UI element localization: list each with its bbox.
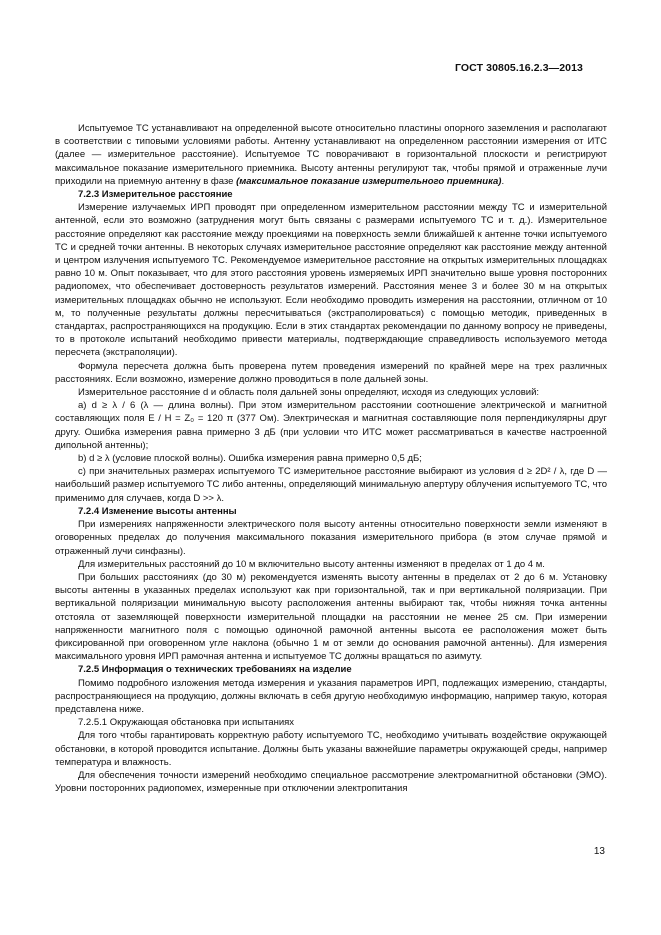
section-heading: 7.2.5 Информация о технических требованиях на изделие	[78, 664, 352, 676]
section-heading: 7.2.4 Изменение высоты антенны	[78, 505, 237, 517]
page-number: 13	[593, 846, 605, 857]
emphasis-text: (максимальное показание измерительного приемника)	[236, 175, 502, 187]
paragraph-text: Испытуемое ТС устанавливают на определенной высоте относительно пластины опорного заземления и располагают в соответствии с типовыми условиями работы. Антенну устанавливают на определенном расстоянии измерения от ИТС (далее — измерительное расстояние). Испытуемое ТС поворачивают в горизонтальной плоскости и регистрируют максимальное показание измерительного приемника. Высоту антенны регулируют так, чтобы прямой и отраженные лучи приходили на приемную антенну в фазе	[55, 123, 607, 187]
paragraph: При больших расстояниях (до 30 м) рекомендуется изменять высоту антенны в пределах от 2 до 6 м. Установку высоты антенны в указанных пределах используют как при горизонтальной, так и при вертикальной поляризации. При вертикальной поляризации минимальную высоту расположения антенны выбирают так, чтобы нижняя точка антенны отстояла от заземляющей поверхности измерительной площадки на расстоянии не менее 25 см. При измерении напряженности магнитного поля с помощью одиночной рамочной антенны высота ее расположения может быть фиксированной при оговоренном угле наклона (обычно 1 м от земли до основания рамочной антенны). Для измерения максимального уровня ИРП рамочная антенна и испытуемое ТС должны вращаться по азимуту.	[55, 571, 607, 663]
list-item-a: a) d ≥ λ / 6 (λ — длина волны). При этом измерительном расстоянии соотношение электрической и магнитной составляющих поля E / H = Z₀ = 120 π (377 Ом). Электрическая и магнитная составляющие поля перпендикулярны друг другу. Ошибка измерения равна примерно 3 дБ (при условии что ИТС может рассматриваться в качестве настроенной дипольной антенны);	[55, 400, 607, 451]
list-item-b: b) d ≥ λ (условие плоской волны). Ошибка измерения равна примерно 0,5 дБ;	[78, 453, 422, 465]
document-code: ГОСТ 30805.16.2.3—2013	[455, 62, 583, 74]
paragraph: Для того чтобы гарантировать корректную работу испытуемого ТС, необходимо учитывать воздействие окружающей обстановки, в которой проводится испытание. Должны быть указаны важнейшие параметры окружающей среды, например температура и влажность.	[55, 730, 607, 768]
document-body	[55, 122, 607, 795]
paragraph: Для обеспечения точности измерений необходимо специальное рассмотрение электромагнитной обстановки (ЭМО). Уровни посторонних радиопомех, измеренные при отключении электропитания	[55, 769, 607, 795]
paragraph: Для измерительных расстояний до 10 м включительно высоту антенны изменяют в пределах от 1 до 4 м.	[78, 558, 545, 570]
paragraph-tail: .	[501, 175, 505, 187]
intro-paragraph	[55, 122, 607, 188]
subsection-heading: 7.2.5.1 Окружающая обстановка при испытаниях	[78, 717, 295, 729]
paragraph: Помимо подробного изложения метода измерения и указания параметров ИРП, подлежащих измерению, стандарты, распространяющиеся на продукцию, должны включать в себя другую необходимую информацию, например такую, которая представлена ниже.	[55, 677, 607, 715]
paragraph: Измерительное расстояние d и область поля дальней зоны определяют, исходя из следующих условий:	[78, 387, 540, 399]
paragraph: Формула пересчета должна быть проверена путем проведения измерений по крайней мере на трех различных расстояниях. Если возможно, измерение должно проводиться в поле дальней зоны.	[55, 360, 607, 385]
list-item-c: c) при значительных размерах испытуемого ТС измерительное расстояние выбирают из условия d ≥ 2D² / λ, где D — наибольший размер испытуемого ТС либо антенны, определяющий минимальную апертуру облучения испытуемого ТС, что применимо для случаев, когда D >> λ.	[55, 466, 607, 504]
section-heading: 7.2.3 Измерительное расстояние	[78, 189, 233, 201]
paragraph: Измерение излучаемых ИРП проводят при определенном измерительном расстоянии между ТС и измерительной антенной, если это возможно (затруднения могут быть связаны с размерами испытуемого ТС и т. д.). Измерительное расстояние определяют как расстояние между проекциями на поверхность земли ближайшей к антенне точки испытуемого ТС и средней точки антенны. В некоторых случаях измерительное расстояние определяют как расстояние между антенной и центром излучения испытуемого ТС. Рекомендуемое измерительное расстояние на открытых измерительных площадках равно 10 м. Опыт показывает, что для этого расстояния уровень измеряемых ИРП значительно выше уровня посторонних радиопомех, что обеспечивает достоверность результатов измерений. Расстояния менее 3 и более 30 м на открытых измерительных площадках обычно не используют. Если необходимо проводить измерения на расстоянии, отличном от 10 м, то полученные результаты должны пересчитываться (экстраполироваться) с помощью методик, приведенных в стандартах, распространяющихся на продукцию. Если в этих стандартах рекомендации по данному вопросу не приведены, то в протоколе испытаний необходимо привести материалы, подтверждающие справедливость используемого метода пересчета (экстраполяции).	[55, 202, 607, 359]
paragraph: При измерениях напряженности электрического поля высоту антенны относительно поверхности земли изменяют в оговоренных пределах до получения максимального показания измерительного прибора (в этом случае прямой и отраженный лучи синфазны).	[55, 519, 607, 557]
